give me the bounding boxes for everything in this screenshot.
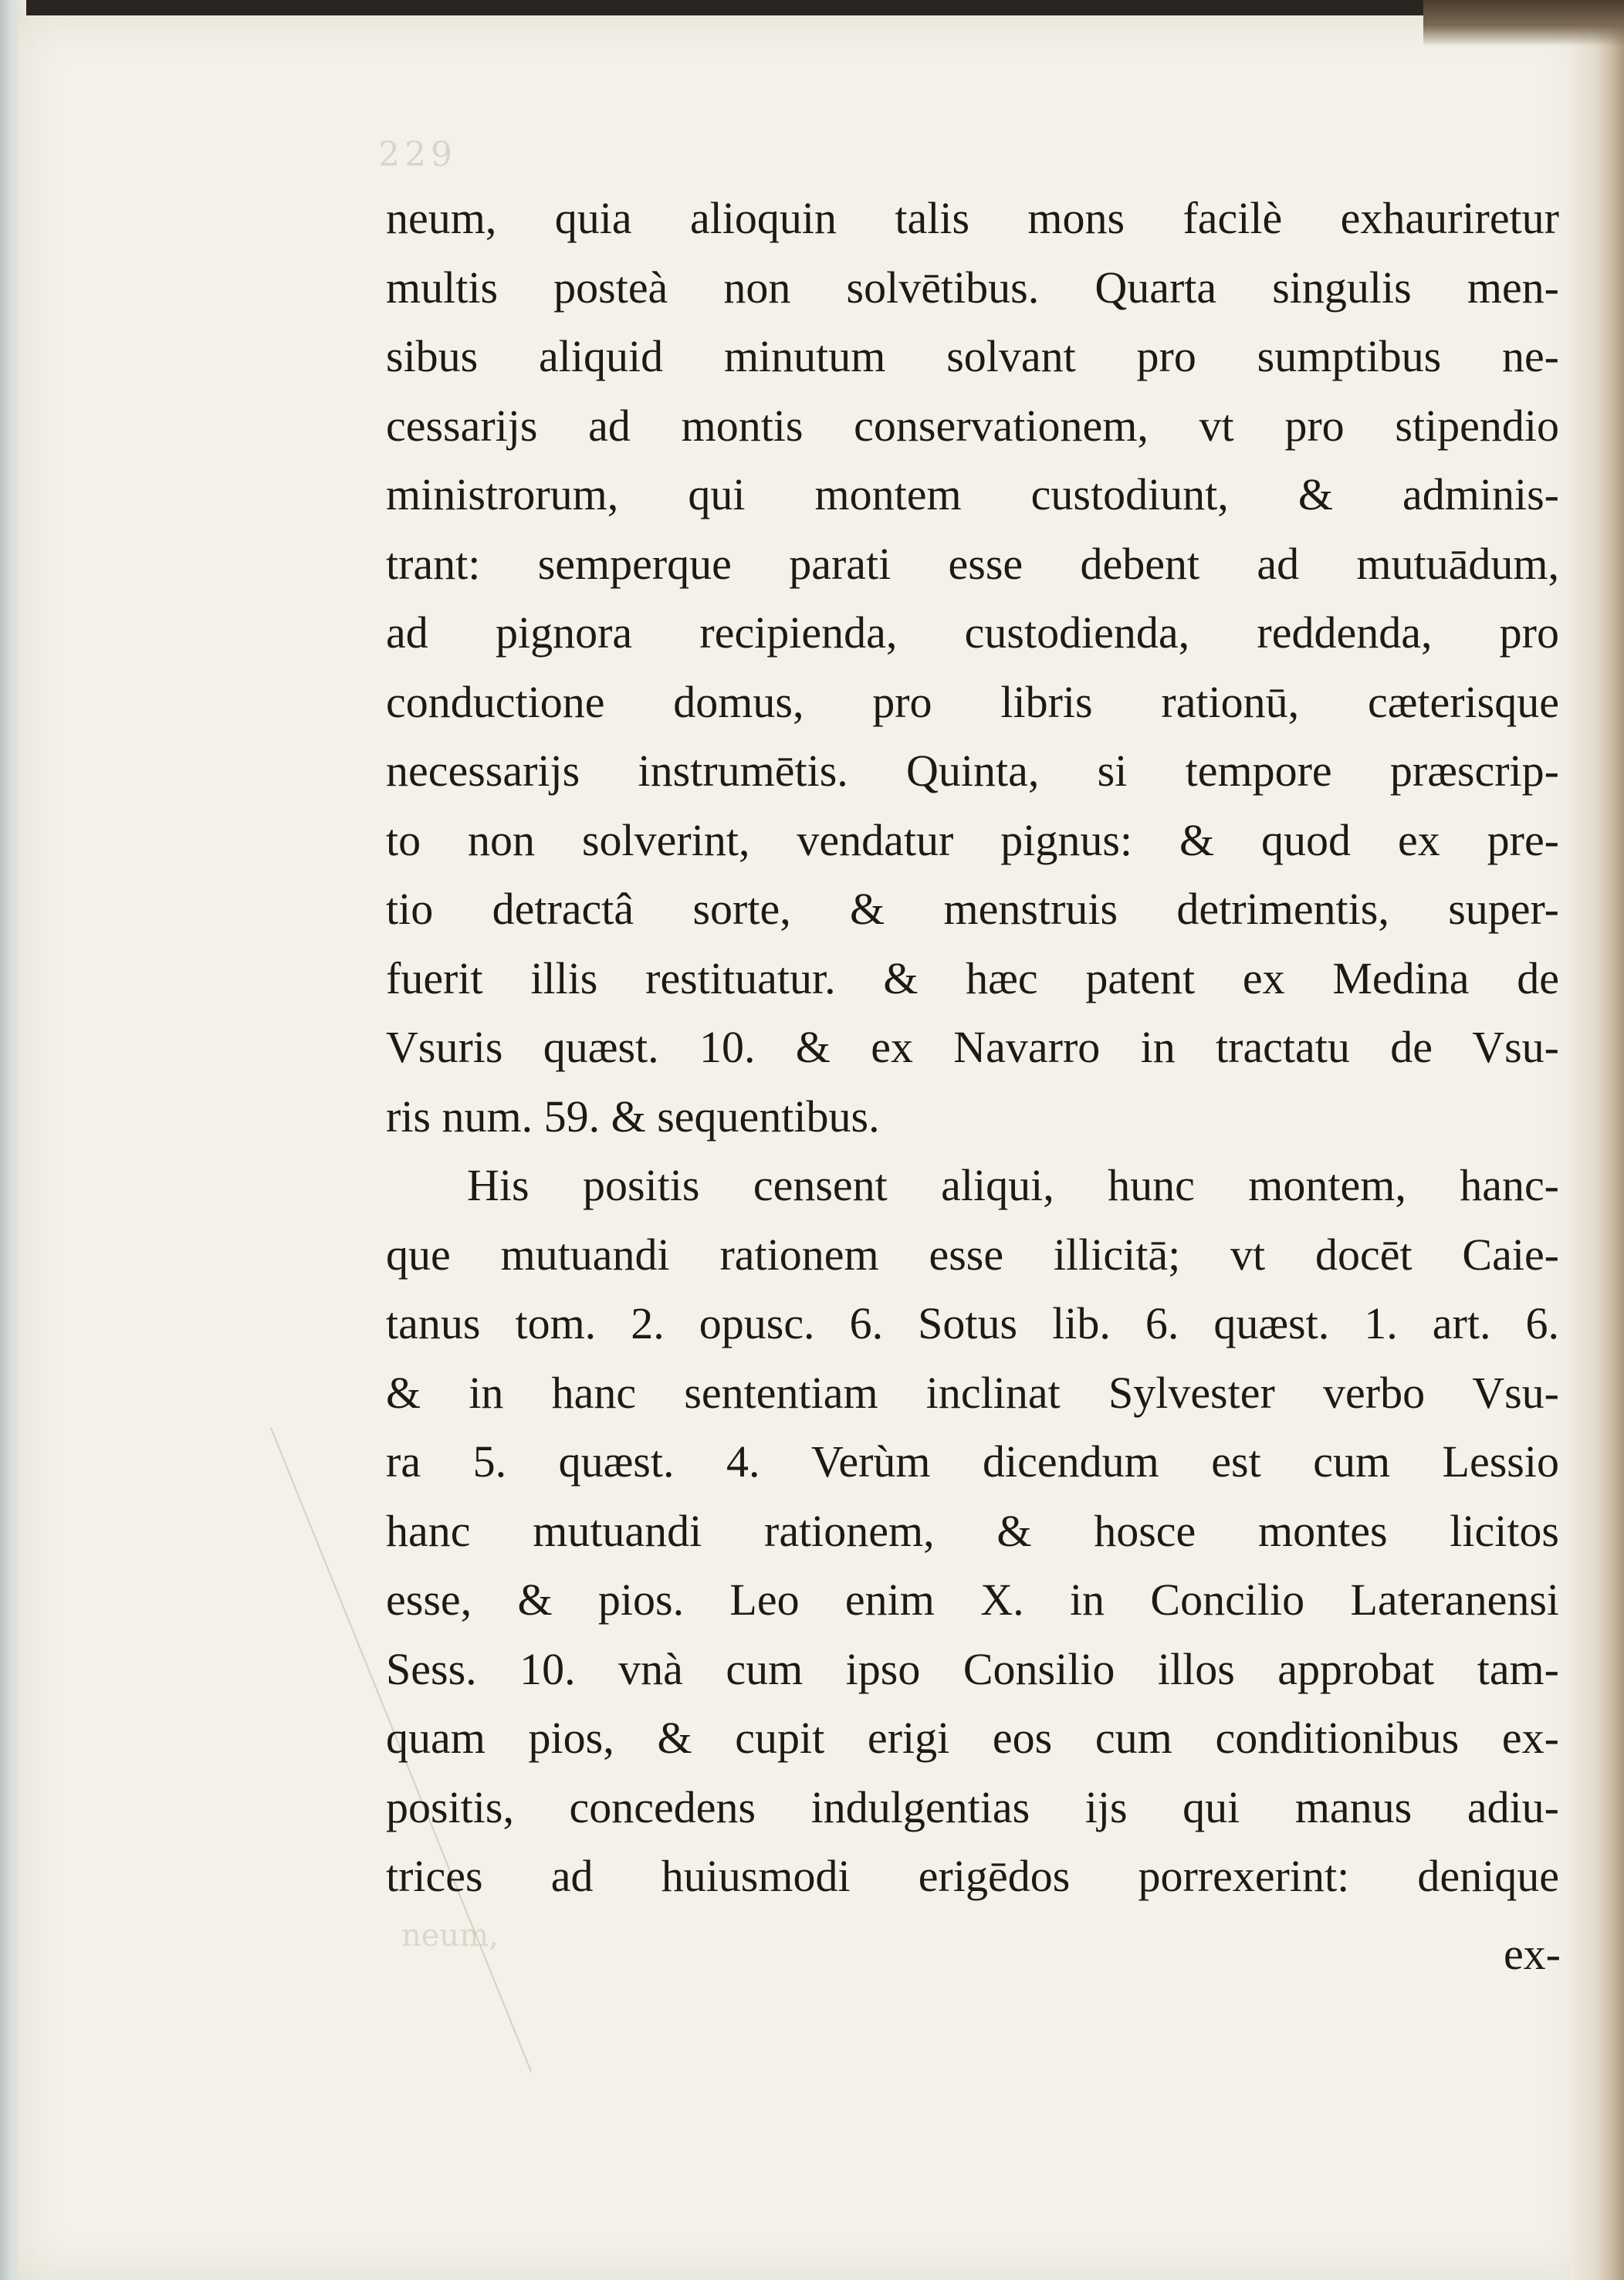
- right-page-edge: [1570, 0, 1624, 2280]
- body-text: [386, 184, 1559, 1911]
- text-line: que mutuandi rationem esse illicitā; vt docēt Caie-: [386, 1229, 1559, 1280]
- text-line-paragraph-end: ris num. 59. & sequentibus.: [386, 1091, 880, 1142]
- text-line: ministrorum, qui montem custodiunt, & adminis-: [386, 469, 1559, 519]
- text-line: fuerit illis restituatur. & hæc patent ex Medina de: [386, 952, 1559, 1003]
- text-line: conductione domus, pro libris rationū, cæterisque: [386, 676, 1559, 727]
- text-line-paragraph-start: His positis censent aliqui, hunc montem, hanc-: [467, 1160, 1559, 1210]
- text-line: positis, concedens indulgentias ijs qui manus adiu-: [386, 1781, 1559, 1832]
- text-line: multis posteà non solvētibus. Quarta singulis men-: [386, 262, 1559, 313]
- text-line: trices ad huiusmodi erigēdos porrexerint: denique: [386, 1851, 1559, 1901]
- text-line: ad pignora recipienda, custodienda, reddenda, pro: [386, 607, 1559, 658]
- text-line: esse, & pios. Leo enim X. in Concilio Lateranensi: [386, 1575, 1559, 1625]
- text-line: & in hanc sententiam inclinat Sylvester verbo Vsu-: [386, 1367, 1559, 1418]
- text-line: to non solverint, vendatur pignus: & quod ex pre-: [386, 814, 1559, 865]
- text-line: neum, quia alioquin talis mons facilè exhauriretur: [386, 193, 1559, 243]
- text-line: quam pios, & cupit erigi eos cum conditionibus ex-: [386, 1713, 1559, 1763]
- text-line: necessarijs instrumētis. Quinta, si tempore præscrip-: [386, 746, 1559, 796]
- text-line: Vsuris quæst. 10. & ex Navarro in tractatu de Vsu-: [386, 1022, 1559, 1072]
- text-line: trant: semperque parati esse debent ad mutuādum,: [386, 538, 1559, 589]
- text-line: Sess. 10. vnà cum ipso Consilio illos approbat tam-: [386, 1643, 1559, 1694]
- text-line: ra 5. quæst. 4. Verùm dicendum est cum Lessio: [386, 1436, 1559, 1487]
- text-line: sibus aliquid minutum solvant pro sumptibus ne-: [386, 331, 1559, 381]
- text-line: tanus tom. 2. opusc. 6. Sotus lib. 6. quæst. 1. art. 6.: [386, 1298, 1559, 1348]
- binding-shadow: [1423, 0, 1624, 46]
- text-line: hanc mutuandi rationem, & hosce montes licitos: [386, 1505, 1559, 1556]
- bleed-through-page-number: 229: [378, 135, 457, 174]
- bleed-through-catchword: neum,: [401, 1918, 499, 1954]
- text-line: tio detractâ sorte, & menstruis detrimentis, super-: [386, 884, 1559, 934]
- text-line: cessarijs ad montis conservationem, vt pro stipendio: [386, 400, 1559, 451]
- catchword: ex-: [1503, 1929, 1561, 1979]
